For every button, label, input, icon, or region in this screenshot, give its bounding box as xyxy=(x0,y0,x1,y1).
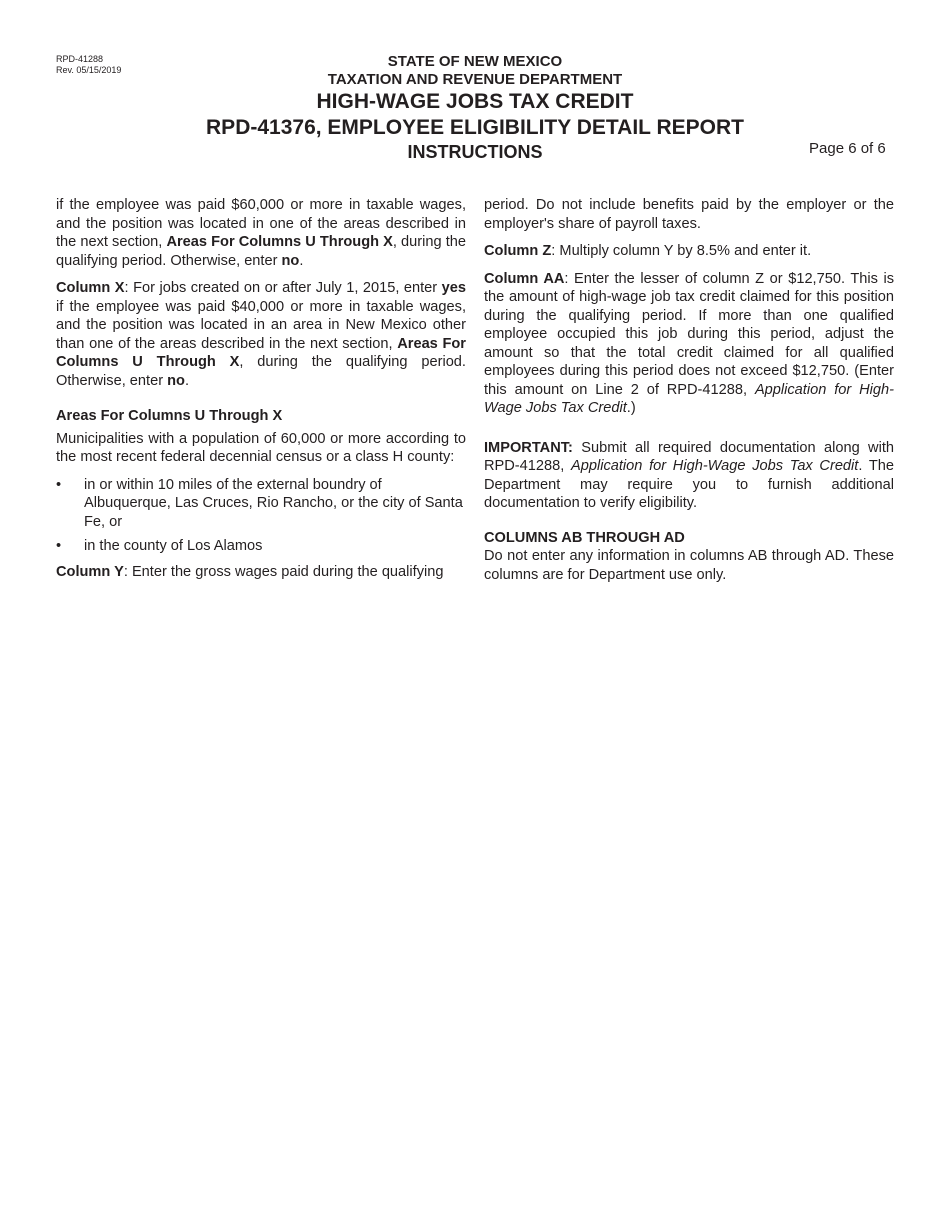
column-aa-instructions: Column AA: Enter the lesser of column Z or $12,750. This is the amount of high-wage job tax credit claimed for this position during the qualifying period. If more than one qualified employee occupied this job during this period, adjust the amount so that the total credit claimed for all qualified employees during this period does not exceed $12,750. (Enter this amount on Line 2 of RPD-41288, Application for High-Wage Jobs Tax Credit.) xyxy=(484,270,894,416)
form-number: RPD-41288 xyxy=(56,54,104,64)
state-name: STATE OF NEW MEXICO xyxy=(387,53,563,70)
column-y-instructions: Column Y: Enter the gross wages paid during the qualifying xyxy=(56,563,444,580)
important-notice: IMPORTANT: Submit all required documentation along with RPD-41288, Application for High-Wage Jobs Tax Credit. The Department may require you to furnish additional documentation to verify eligibility. xyxy=(484,439,894,511)
bullet-icon: • xyxy=(56,538,62,554)
instructions-heading: INSTRUCTIONS xyxy=(407,142,543,162)
list-item: • in the county of Los Alamos xyxy=(56,538,263,554)
column-aa-label: Column AA xyxy=(484,270,565,287)
department-name: TAXATION AND REVENUE DEPARTMENT xyxy=(327,71,623,88)
document-header xyxy=(0,53,950,163)
page-number: Page 6 of 6 xyxy=(809,140,886,157)
bullet-icon: • xyxy=(56,476,62,493)
list-item: • in or within 10 miles of the external boundry of Albuquerque, Las Cruces, Rio Rancho, or the city of Santa Fe, or xyxy=(56,476,463,530)
columns-ab-instructions: Do not enter any information in columns AB through AD. These columns are for Department use only. xyxy=(484,548,894,583)
areas-intro: Municipalities with a population of 60,000 or more according to the most recent federal decennial census or a class H county: xyxy=(56,430,466,465)
areas-list xyxy=(56,476,466,556)
columns-ab-heading: COLUMNS AB THROUGH AD xyxy=(484,529,685,546)
areas-heading: Areas For Columns U Through X xyxy=(56,408,283,424)
column-y-label: Column Y xyxy=(56,563,124,580)
form-title: HIGH-WAGE JOBS TAX CREDIT xyxy=(316,90,634,113)
left-column xyxy=(56,196,466,590)
column-x-label: Column X xyxy=(56,280,125,296)
column-w-continued: if the employee was paid $60,000 or more in taxable wages, and the position was located in one of the areas described in the next section, Areas For Columns U Through X, during the qualifying period. Otherwise, enter no. xyxy=(56,197,466,269)
form-revision: Rev. 05/15/2019 xyxy=(56,65,122,75)
column-x-instructions: Column X: For jobs created on or after July 1, 2015, enter yes if the employee was paid $40,000 or more in taxable wages, and the position was located in an area in New Mexico other than one of the areas described in the next section, Areas For Columns U Through X, during the qualifying period. Otherwise, enter no. xyxy=(56,280,467,389)
column-y-continued: period. Do not include benefits paid by the employer or the employer's share of payroll taxes. xyxy=(484,197,894,232)
report-title: RPD-41376, EMPLOYEE ELIGIBILITY DETAIL REPORT xyxy=(206,116,744,139)
column-z-label: Column Z xyxy=(484,243,552,259)
right-column xyxy=(484,196,894,593)
column-z-instructions: Column Z: Multiply column Y by 8.5% and enter it. xyxy=(484,243,812,259)
important-label: IMPORTANT: xyxy=(484,439,573,456)
